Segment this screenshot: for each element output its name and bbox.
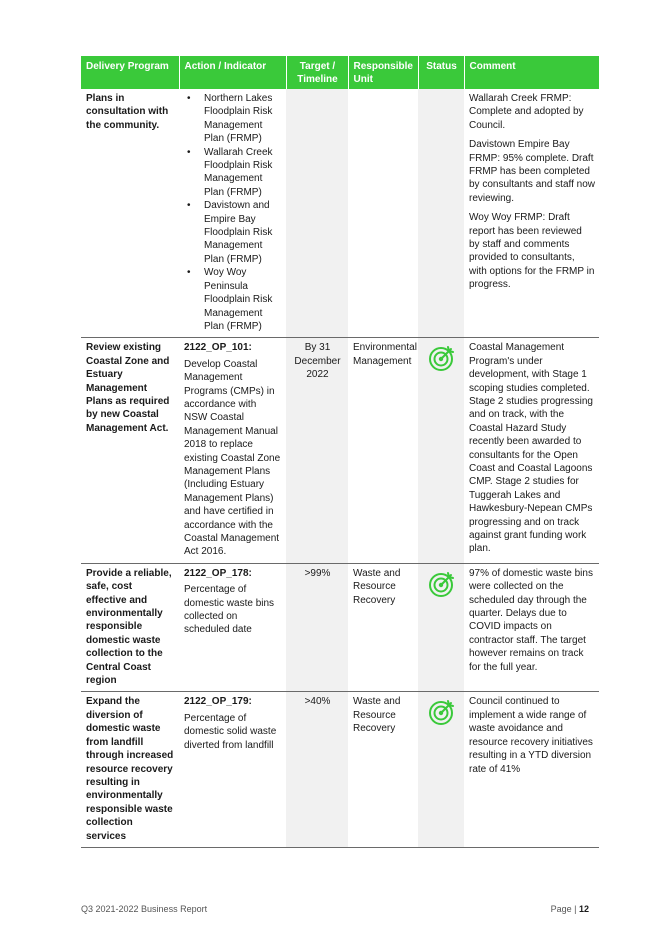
header-status: Status [418, 56, 464, 89]
status-cell [418, 563, 464, 692]
indicator-text: Develop Coastal Management Programs (CMPs) in accordance with NSW Coastal Management Manual 2018 to replace existing Coastal Zone Management Plans (Including Estuary Management Plans) and have certified in accordance with the Coastal Management Act 2016. [184, 358, 281, 558]
target-cell: >99% [286, 563, 348, 692]
comment-paragraph: Wallarah Creek FRMP: Complete and adopted by Council. [469, 93, 584, 131]
page-number: 12 [578, 904, 589, 914]
table-row [81, 338, 599, 564]
header-action-indicator: Action / Indicator [179, 56, 286, 89]
list-item: • Woy Woy Peninsula Floodplain Risk Management Plan (FRMP) [184, 266, 282, 333]
target-icon [428, 698, 456, 726]
page-label: Page | [550, 904, 579, 914]
comment-paragraph: Woy Woy FRMP: Draft report has been reviewed by staff and comments provided to consultants, with options for the FRMP in progress. [469, 212, 595, 291]
action-cell [179, 563, 286, 692]
indicator-code: 2122_OP_178: [184, 567, 252, 579]
table-header-row [81, 56, 599, 89]
target-cell: >40% [286, 692, 348, 847]
program-cell: Review existing Coastal Zone and Estuary Management Plans as required by new Coastal Management Act. [81, 338, 179, 564]
list-item: • Davistown and Empire Bay Floodplain Risk Management Plan (FRMP) [184, 199, 282, 266]
header-target-timeline: Target / Timeline [286, 56, 348, 89]
list-item: • Wallarah Creek Floodplain Risk Management Plan (FRMP) [184, 146, 282, 200]
program-cell: Expand the diversion of domestic waste from landfill through increased resource recovery resulting in environmentally responsible waste collection services [81, 692, 179, 847]
action-cell [179, 89, 286, 338]
header-comment: Comment [464, 56, 599, 89]
header-responsible-unit: Responsible Unit [348, 56, 418, 89]
action-cell [179, 338, 286, 564]
indicator-code: 2122_OP_179: [184, 696, 252, 708]
indicator-text: Percentage of domestic solid waste diverted from landfill [184, 712, 277, 751]
target-cell: By 31 December 2022 [286, 338, 348, 564]
plan-list [184, 92, 282, 333]
comment-cell: Council continued to implement a wide range of waste avoidance and resource recovery initiatives resulting in a YTD diversion rate of 41% [464, 692, 599, 847]
table-row [81, 692, 599, 847]
target-cell [286, 89, 348, 338]
list-item: • Northern Lakes Floodplain Risk Management Plan (FRMP) [184, 92, 282, 146]
action-cell [179, 692, 286, 847]
unit-cell: Environmental Management [348, 338, 418, 564]
program-cell: Plans in consultation with the community. [86, 93, 169, 131]
indicator-code: 2122_OP_101: [184, 342, 252, 354]
target-icon [428, 344, 456, 372]
footer-page-number [551, 904, 589, 914]
delivery-program-table [81, 56, 600, 848]
status-cell [418, 89, 464, 338]
table-row [81, 563, 599, 692]
comment-cell: Coastal Management Program's under development, with Stage 1 scoping studies completed. Stage 2 studies progressing and on track, with the Coastal Hazard Study recently been awarded to consultants for the Open Coast and Coastal Lagoons CMP. Stage 2 studies for Tuggerah Lakes and Hawkesbury-Nepean CMPs progressing and on track against grant funding work plan. [464, 338, 599, 564]
unit-cell: Waste and Resource Recovery [348, 563, 418, 692]
comment-cell: 97% of domestic waste bins were collected on the scheduled day through the quarter. Delays due to COVID impacts on contractor staff. The target however remains on track for the full year. [464, 563, 599, 692]
comment-cell [464, 89, 599, 338]
target-icon [428, 570, 456, 598]
program-cell: Provide a reliable, safe, cost effective and environmentally responsible domestic waste collection to the Central Coast region [81, 563, 179, 692]
status-cell [418, 692, 464, 847]
unit-cell [348, 89, 418, 338]
footer-report-title: Q3 2021-2022 Business Report [81, 904, 208, 914]
comment-paragraph: Davistown Empire Bay FRMP: 95% complete. Draft FRMP has been completed by consultants and staff now reviewing. [469, 139, 596, 204]
status-cell [418, 338, 464, 564]
header-delivery-program: Delivery Program [81, 56, 179, 89]
table-row [81, 89, 599, 338]
unit-cell: Waste and Resource Recovery [348, 692, 418, 847]
indicator-text: Percentage of domestic waste bins collected on scheduled date [184, 584, 275, 636]
